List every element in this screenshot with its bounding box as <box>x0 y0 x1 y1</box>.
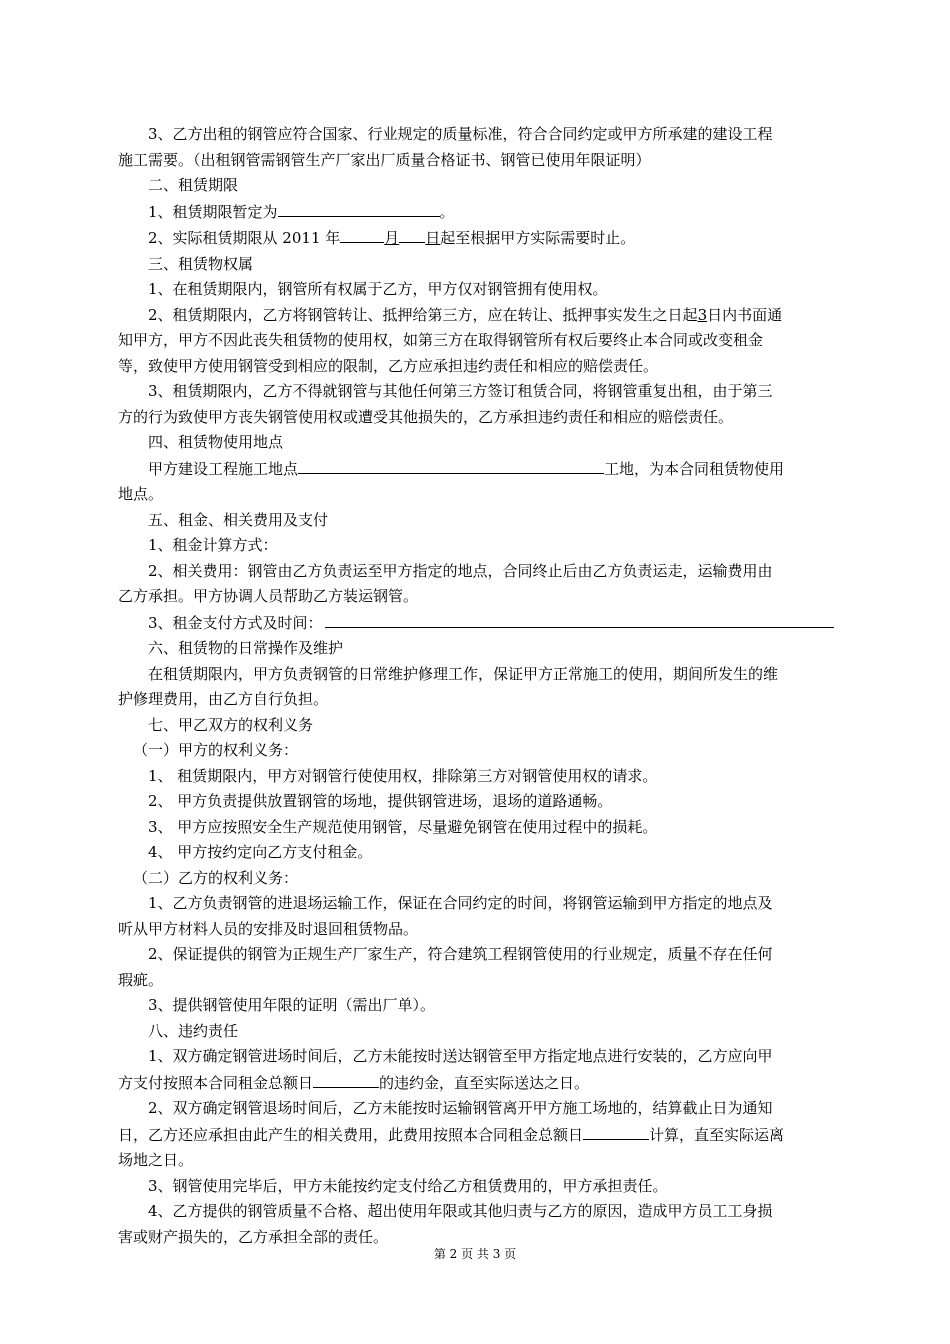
fill-in-blank <box>325 610 834 628</box>
text-segment: 方支付按照本合同租金总额日 <box>118 1073 314 1092</box>
text-segment: 日，乙方还应承担由此产生的相关费用，此费用按照本合同租金总额日 <box>118 1125 584 1144</box>
text-segment: 3 <box>697 305 708 324</box>
text-line <box>118 225 834 252</box>
text-line <box>118 456 834 483</box>
text-line: 在租赁期限内，甲方负责钢管的日常维护修理工作，保证甲方正常施工的使用，期间所发生的维 <box>148 664 779 683</box>
text-line: 场地之日。 <box>118 1151 194 1169</box>
section-heading: 三、租赁物权属 <box>148 254 254 273</box>
text-segment: 1、租赁期限暂定为 <box>148 202 278 221</box>
text-line: 1、乙方负责钢管的进退场运输工作，保证在合同约定的时间，将钢管运输到甲方指定的地点及 <box>148 894 773 912</box>
text-line: 4、 甲方按约定向乙方支付租金。 <box>148 843 373 861</box>
text-line: 2、相关费用：钢管由乙方负责运至甲方指定的地点，合同终止后由乙方负责运走，运输费用由 <box>148 561 773 580</box>
text-line: 瑕疵。 <box>118 970 164 989</box>
text-line: 地点。 <box>118 485 164 503</box>
text-segment: 计算，直至实际运离 <box>649 1125 785 1144</box>
text-line: 1、双方确定钢管进场时间后，乙方未能按时送达钢管至甲方指定地点进行安装的，乙方应向甲 <box>148 1047 773 1065</box>
text-segment: 2、租赁期限内，乙方将钢管转让、抵押给第三方，应在转让、抵押事实发生之日起 <box>148 305 698 324</box>
subsection-heading: （二）乙方的权利义务： <box>133 868 299 887</box>
page-footer: 第 2 页 共 3 页 <box>433 1247 517 1261</box>
text-line: 乙方承担。甲方协调人员帮助乙方装运钢管。 <box>118 587 419 605</box>
text-line: 3、钢管使用完毕后，甲方未能按约定支付给乙方租赁费用的，甲方承担责任。 <box>148 1176 668 1195</box>
text-line <box>118 1122 834 1149</box>
text-line: 护修理费用，由乙方自行负担。 <box>118 690 329 708</box>
text-line <box>118 610 834 637</box>
text-segment: 的违约金，直至实际送达之日。 <box>379 1073 590 1092</box>
section-heading: 六、租赁物的日常操作及维护 <box>148 639 344 657</box>
text-segment: 日 <box>425 229 441 247</box>
text-line: 3、乙方出租的钢管应符合国家、行业规定的质量标准，符合合同约定或甲方所承建的建设工程 <box>148 125 773 143</box>
fill-in-blank <box>583 1122 649 1140</box>
text-line <box>118 303 834 329</box>
text-line: 施工需要。（出租钢管需钢管生产厂家出厂质量合格证书、钢管已使用年限证明） <box>118 150 651 169</box>
text-line: 害或财产损失的，乙方承担全部的责任。 <box>118 1227 389 1246</box>
text-line: 知甲方，甲方不因此丧失租赁物的使用权，如第三方在取得钢管所有权后要终止本合同或改变租金 <box>118 331 764 349</box>
text-line <box>118 199 834 226</box>
text-line: 2、 甲方负责提供放置钢管的场地，提供钢管进场，退场的道路通畅。 <box>148 792 613 810</box>
fill-in-blank <box>298 456 604 474</box>
text-segment: 。 <box>439 202 455 221</box>
subsection-heading: （一）甲方的权利义务： <box>133 741 299 759</box>
text-line: 1、在租赁期限内，钢管所有权属于乙方，甲方仅对钢管拥有使用权。 <box>148 280 608 298</box>
fill-in-blank <box>399 225 425 243</box>
fill-in-blank <box>340 225 384 243</box>
section-heading: 五、租金、相关费用及支付 <box>148 510 329 529</box>
text-line: 2、保证提供的钢管为正规生产厂家生产，符合建筑工程钢管使用的行业规定，质量不存在任何 <box>148 945 773 963</box>
text-segment: 起至根据甲方实际需要时止。 <box>440 229 636 247</box>
text-line: 听从甲方材料人员的安排及时退回租赁物品。 <box>118 919 419 938</box>
text-line: 等，致使甲方使用钢管受到相应的限制，乙方应承担违约责任和相应的赔偿责任。 <box>118 356 659 375</box>
text-line: 3、 甲方应按照安全生产规范使用钢管，尽量避免钢管在使用过程中的损耗。 <box>148 817 658 836</box>
text-segment: 月 <box>384 229 400 247</box>
text-segment: 3、租金支付方式及时间： <box>148 613 323 632</box>
text-line: 2、双方确定钢管退场时间后，乙方未能按时运输钢管离开甲方施工场地的，结算截止日为通知 <box>148 1099 773 1117</box>
text-segment: 甲方建设工程施工地点 <box>148 459 299 478</box>
text-line: 1、租金计算方式： <box>148 536 278 554</box>
text-line: 1、 租赁期限内，甲方对钢管行使使用权，排除第三方对钢管使用权的请求。 <box>148 766 658 785</box>
text-segment: 日内书面通 <box>707 305 783 324</box>
text-segment: 工地，为本合同租赁物使用 <box>604 459 785 478</box>
section-heading: 七、甲乙双方的权利义务 <box>148 715 314 734</box>
text-line <box>118 1070 834 1097</box>
text-line: 3、租赁期限内，乙方不得就钢管与其他任何第三方签订租赁合同，将钢管重复出租，由于第三 <box>148 382 773 400</box>
fill-in-blank <box>278 199 440 217</box>
document-body <box>118 122 834 1250</box>
section-heading: 八、违约责任 <box>148 1021 239 1040</box>
section-heading: 四、租赁物使用地点 <box>148 433 284 451</box>
text-line: 4、乙方提供的钢管质量不合格、超出使用年限或其他归责与乙方的原因，造成甲方员工工身损 <box>148 1202 773 1220</box>
text-segment: 2、实际租赁期限从 2011 年 <box>148 229 341 247</box>
text-line: 3、提供钢管使用年限的证明（需出厂单）。 <box>148 996 436 1014</box>
text-line: 方的行为致使甲方丧失钢管使用权或遭受其他损失的，乙方承担违约责任和相应的赔偿责任。 <box>118 407 734 426</box>
fill-in-blank <box>313 1070 379 1088</box>
section-heading: 二、租赁期限 <box>148 176 239 194</box>
